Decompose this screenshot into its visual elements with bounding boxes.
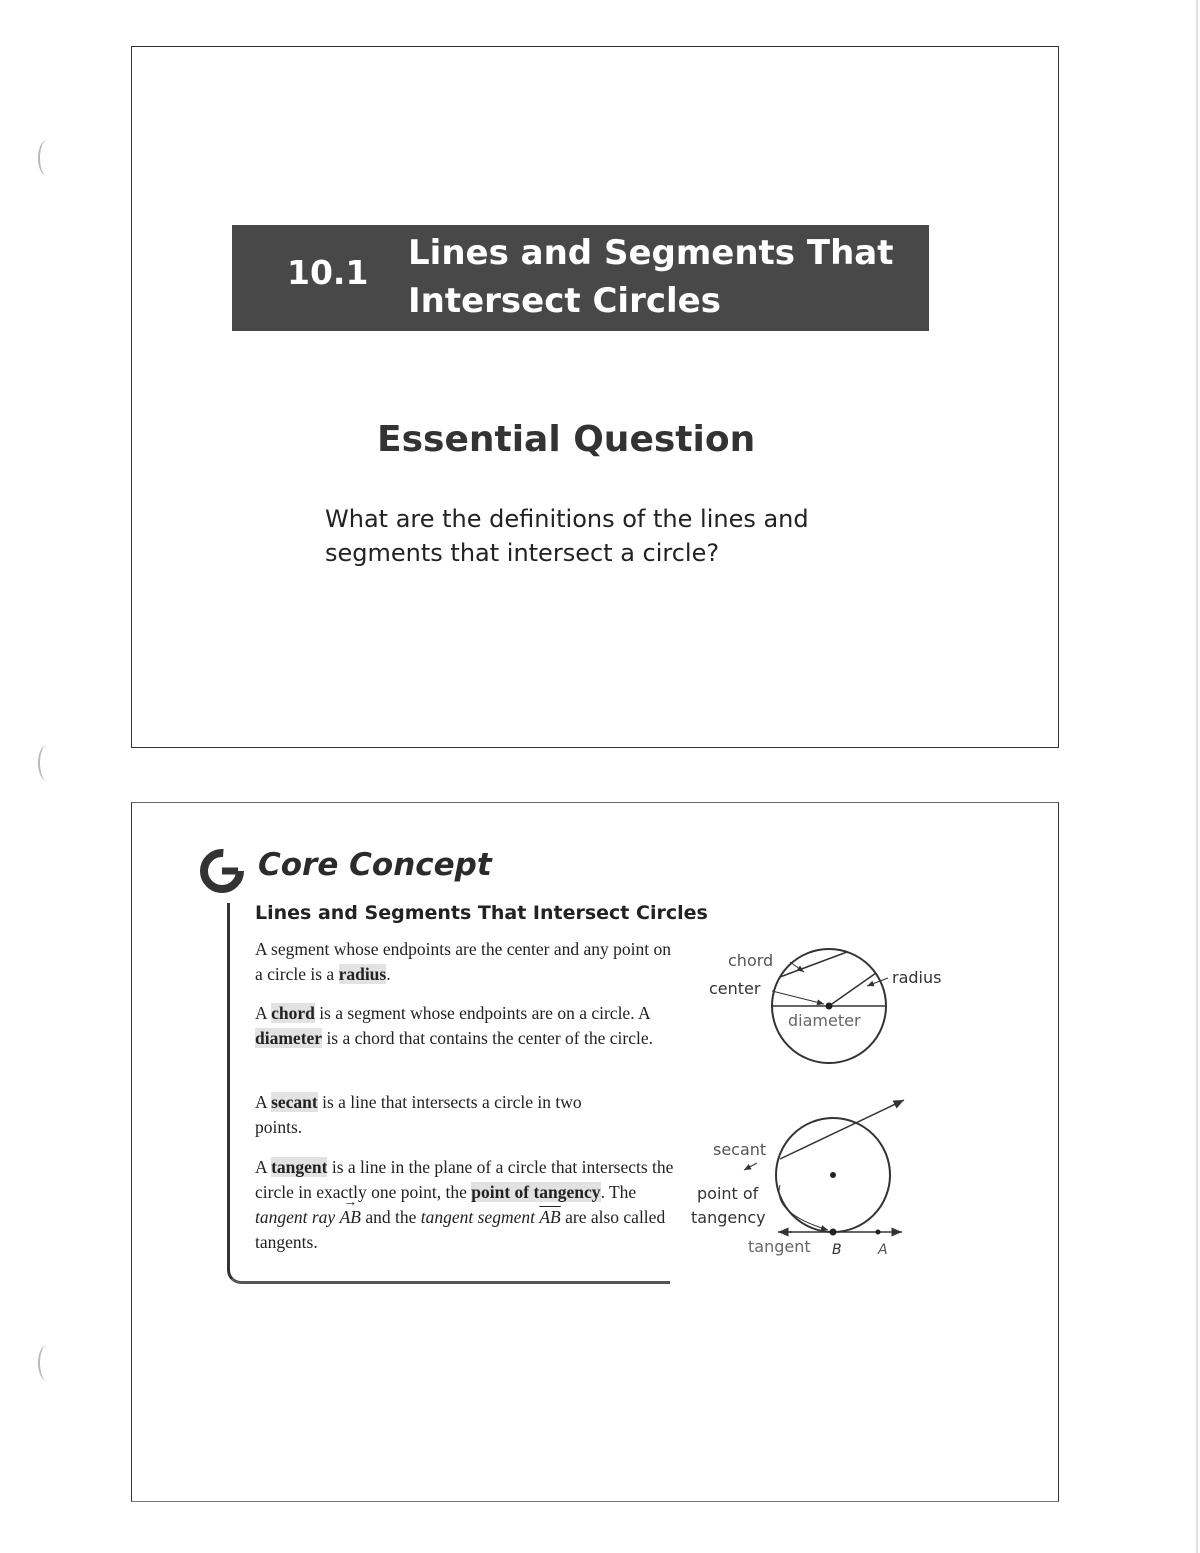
point-a [876, 1230, 881, 1235]
center-pointer [772, 991, 824, 1004]
label-chord: chord [728, 951, 774, 970]
chord-def-text-1: A [255, 1003, 272, 1023]
label-center: center [709, 979, 761, 998]
slide-essential-question [131, 46, 1059, 748]
label-radius: radius [892, 968, 942, 987]
essential-question-heading: Essential Question [377, 419, 756, 460]
slide-core-concept [131, 802, 1059, 1502]
lesson-title-bar [232, 225, 929, 331]
radius-def-text: A segment whose endpoints are the center and any point on a circle is a [255, 939, 672, 984]
core-concept-subtitle: Lines and Segments That Intersect Circles [255, 902, 708, 924]
secant-def-text-1: A [255, 1092, 272, 1112]
ray-ab: → AB [340, 1205, 361, 1230]
tangent-def-text-3: . The [600, 1182, 637, 1202]
binder-hole-middle [38, 745, 56, 781]
tangent-def-text-2: is a line in the plane of a circle that intersects the circle in exactly one point, the [255, 1157, 674, 1202]
binder-hole-bottom [38, 1345, 56, 1381]
label-diameter: diameter [788, 1011, 861, 1030]
radius-segment [829, 973, 876, 1006]
tangent-segment-label: tangent segment [420, 1207, 535, 1227]
term-point-of-tangency: point of tangency [471, 1182, 601, 1202]
label-tangency: tangency [691, 1208, 766, 1227]
term-diameter: diameter [255, 1028, 323, 1048]
center-point [826, 1003, 833, 1010]
chord-def-text-3: is a chord that contains the center of the circle. [322, 1028, 653, 1048]
radius-def-end: . [386, 964, 391, 984]
circle-diagrams [132, 803, 1058, 1501]
essential-question-line-2: segments that intersect a circle? [325, 539, 720, 567]
term-tangent: tangent [271, 1157, 328, 1177]
secant-def-text-2: is a line that intersects a circle in two points. [255, 1092, 582, 1137]
essential-question-line-1: What are the definitions of the lines and [325, 505, 809, 533]
lesson-title [408, 229, 893, 325]
label-point-of: point of [697, 1184, 759, 1203]
label-secant: secant [713, 1140, 767, 1159]
label-a: A [878, 1242, 888, 1258]
term-chord: chord [271, 1003, 315, 1023]
essential-question-text [325, 502, 885, 570]
tangent-def-text-4: and the [360, 1207, 421, 1227]
binder-hole-top [38, 140, 56, 176]
segment-ab: $\overline{AB}$ [539, 1207, 561, 1227]
lesson-number: 10.1 [287, 253, 369, 292]
chord-def-text-2: is a segment whose endpoints are on a circle. A [314, 1003, 650, 1023]
center-point-2 [830, 1172, 836, 1178]
scan-edge [1196, 0, 1198, 1553]
lesson-title-line-1: Lines and Segments That [408, 233, 894, 273]
tangent-def-text-1: A [255, 1157, 272, 1177]
point-b [830, 1229, 837, 1236]
secant-pointer [744, 1163, 757, 1170]
term-secant: secant [271, 1092, 318, 1112]
label-b: B [832, 1242, 842, 1258]
term-radius: radius [338, 964, 387, 984]
tangent-ray-label: tangent ray [255, 1207, 336, 1227]
core-concept-heading: Core Concept [258, 847, 492, 883]
lesson-title-line-2: Intersect Circles [408, 281, 721, 321]
label-tangent: tangent [748, 1237, 811, 1256]
radius-pointer [867, 978, 888, 986]
tangent-def-text-5: are also called tangents. [255, 1207, 666, 1252]
